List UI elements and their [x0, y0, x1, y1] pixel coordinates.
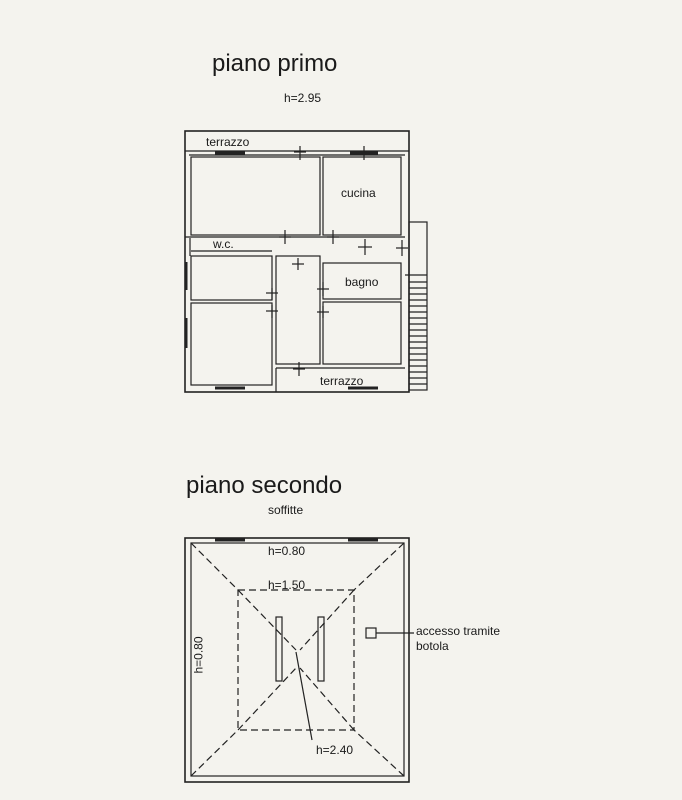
access-note-line2: botola: [416, 639, 449, 653]
floor2-title: piano secondo: [186, 472, 343, 499]
room-label-terrace-top: terrazzo: [206, 135, 250, 149]
floor2-plan: [185, 538, 414, 782]
floor1-plan: [185, 131, 427, 392]
floor2-subtitle: soffitte: [268, 503, 304, 517]
access-note-line1: accesso tramite: [416, 624, 501, 638]
height-label-inner: h=1.50: [268, 578, 306, 592]
room-label-wc: w.c.: [213, 237, 234, 251]
floor1-height-label: h=2.95: [284, 91, 322, 105]
room-label-kitchen: cucina: [341, 186, 376, 200]
room-label-bathroom: bagno: [345, 275, 379, 289]
floor1-title: piano primo: [212, 50, 338, 77]
height-label-top: h=0.80: [268, 544, 306, 558]
height-label-left: h=0.80: [191, 636, 206, 674]
height-label-center: h=2.40: [316, 743, 354, 757]
room-label-terrace-bottom: terrazzo: [320, 374, 364, 388]
